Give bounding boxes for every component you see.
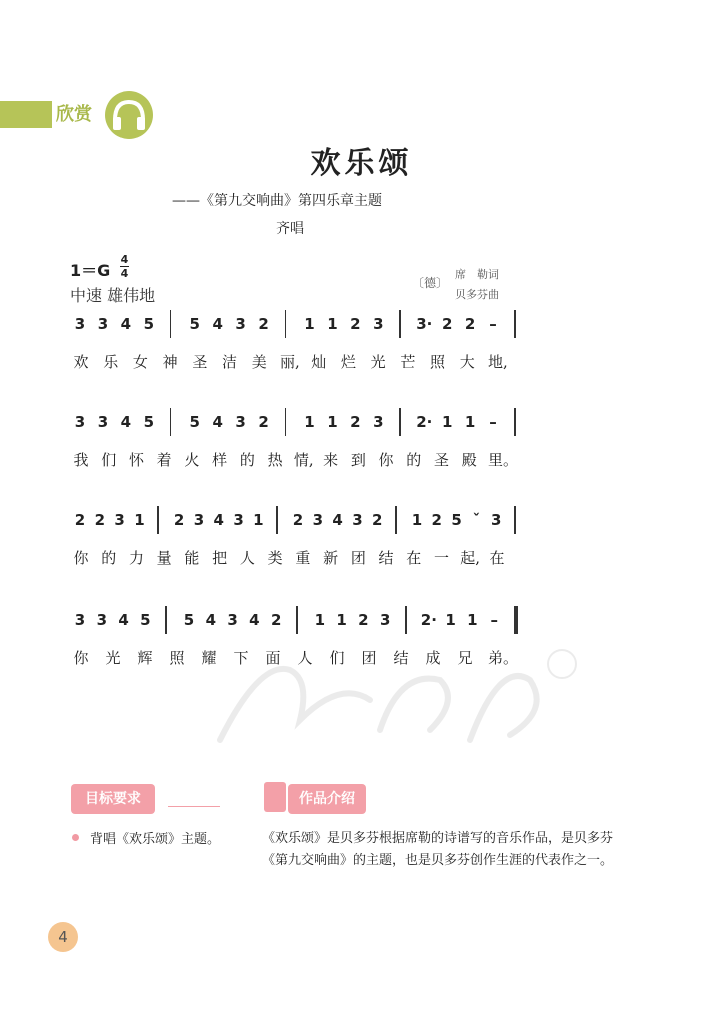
- note: 3: [373, 413, 384, 431]
- goals-badge: 目标要求: [71, 784, 155, 814]
- note: 2: [94, 511, 106, 529]
- lyric-syllable: 圣: [192, 353, 208, 371]
- lyric-syllable: 面: [265, 649, 281, 667]
- lyric-syllable: 光: [105, 649, 121, 667]
- note: 2: [270, 611, 282, 629]
- note: 5: [189, 413, 200, 431]
- note: ˇ: [472, 511, 481, 529]
- lyric-syllable: 热: [267, 451, 283, 469]
- lyric-syllable: 情,: [293, 451, 314, 469]
- note: 5: [143, 315, 155, 333]
- note: 1: [411, 511, 423, 529]
- note: 2·: [420, 611, 437, 629]
- note: 3: [97, 315, 109, 333]
- lyric-syllable: 洁: [222, 353, 238, 371]
- lyric-syllable: 来: [323, 451, 339, 469]
- document-icon: [264, 782, 286, 812]
- note: 3: [235, 413, 246, 431]
- note: 3: [74, 413, 86, 431]
- note: 3: [235, 315, 246, 333]
- lyric-syllable: 新: [323, 549, 339, 567]
- barline: [276, 506, 278, 534]
- lyric-syllable: 兄: [457, 649, 473, 667]
- final-barline: [514, 606, 518, 634]
- note: 2·: [416, 413, 433, 431]
- note: 3: [312, 511, 324, 529]
- note: 3: [193, 511, 205, 529]
- note: –: [489, 413, 497, 431]
- note: 5: [189, 315, 200, 333]
- lyric-syllable: 你: [73, 549, 89, 567]
- lyric-syllable: 到: [350, 451, 366, 469]
- note: 1: [327, 315, 338, 333]
- barline: [285, 310, 287, 338]
- note: 2: [350, 315, 361, 333]
- barline: [170, 310, 172, 338]
- time-signature: [120, 254, 129, 279]
- lyric-syllable: 女: [132, 353, 148, 371]
- song-title: 欢乐颂: [310, 146, 413, 181]
- lyric-syllable: 能: [184, 549, 200, 567]
- section-tab-label: 欣赏: [56, 104, 92, 125]
- barline: [514, 408, 516, 436]
- lyricist-credit: 席 勒词: [455, 268, 499, 281]
- note: 1: [445, 611, 456, 629]
- note: 4: [249, 611, 260, 629]
- lyric-syllable: 力: [128, 549, 144, 567]
- note: 2: [258, 413, 269, 431]
- note: 1: [336, 611, 347, 629]
- note: 3: [96, 611, 108, 629]
- note: 1: [253, 511, 264, 529]
- note: 4: [120, 413, 132, 431]
- lyric-syllable: 欢: [73, 353, 89, 371]
- lyric-syllable: 耀: [201, 649, 217, 667]
- lyric-syllable: 重: [295, 549, 311, 567]
- lyric-syllable: 结: [393, 649, 409, 667]
- note: 2: [173, 511, 185, 529]
- lyric-syllable: 你: [378, 451, 394, 469]
- lyric-syllable: 把: [212, 549, 228, 567]
- lyric-syllable: 团: [350, 549, 366, 567]
- note: 1: [441, 413, 453, 431]
- note: 3: [352, 511, 363, 529]
- goals-divider: [168, 806, 220, 807]
- barline: [285, 408, 287, 436]
- lyric-syllable: 光: [370, 353, 386, 371]
- section-tab-bar: [0, 101, 52, 128]
- lyric-syllable: 殿: [461, 451, 477, 469]
- lyric-syllable: 团: [361, 649, 377, 667]
- lyric-syllable: 着: [156, 451, 172, 469]
- note: 4: [332, 511, 343, 529]
- lyric-syllable: 量: [156, 549, 172, 567]
- note: 4: [212, 315, 223, 333]
- note: –: [489, 315, 497, 333]
- lyric-syllable: 的: [101, 549, 117, 567]
- barline: [157, 506, 159, 534]
- note: 5: [183, 611, 195, 629]
- lyric-syllable: 美: [251, 353, 267, 371]
- note: 5: [451, 511, 462, 529]
- headphone-icon: [104, 90, 154, 140]
- lyric-syllable: 里。: [488, 451, 519, 469]
- lyric-syllable: 火: [184, 451, 200, 469]
- lyric-syllable: 类: [267, 549, 283, 567]
- note: 3: [490, 511, 502, 529]
- lyric-syllable: 你: [73, 649, 89, 667]
- lyric-syllable: 一: [434, 549, 450, 567]
- watermark-logo: [200, 640, 580, 760]
- lyric-syllable: 地,: [488, 353, 508, 371]
- note: 2: [441, 315, 453, 333]
- note: 3: [97, 413, 109, 431]
- barline: [399, 310, 401, 338]
- lyric-syllable: 辉: [137, 649, 153, 667]
- lyric-syllable: 丽,: [280, 353, 300, 371]
- barline: [296, 606, 298, 634]
- note: 2: [464, 315, 476, 333]
- intro-text: 《欢乐颂》是贝多芬根据席勒的诗谱写的音乐作品，是贝多芬《第九交响曲》的主题，也是贝多芬创作生涯的代表作之一。: [262, 831, 614, 868]
- note: 2: [258, 315, 269, 333]
- lyric-syllable: 怀: [128, 451, 144, 469]
- tempo-marking: 中速 雄伟地: [70, 286, 156, 305]
- lyric-syllable: 乐: [103, 353, 119, 371]
- note: 4: [205, 611, 217, 629]
- barline: [405, 606, 407, 634]
- composer-credit: 贝多芬曲: [455, 288, 499, 301]
- note: 3·: [416, 315, 433, 333]
- lyric-syllable: 圣: [434, 451, 450, 469]
- lyric-syllable: 在: [489, 549, 505, 567]
- lyric-syllable: 大: [459, 353, 475, 371]
- barline: [514, 310, 516, 338]
- note: 3: [373, 315, 384, 333]
- barline: [514, 506, 516, 534]
- note: 1: [327, 413, 338, 431]
- note: 1: [314, 611, 326, 629]
- goal-item: 背唱《欢乐颂》主题。: [90, 832, 221, 847]
- note: 2: [292, 511, 304, 529]
- note: 5: [140, 611, 151, 629]
- time-sig-bottom: 4: [120, 267, 129, 280]
- song-subtitle: ——《第九交响曲》第四乐章主题: [172, 193, 382, 209]
- lyric-syllable: 们: [329, 649, 345, 667]
- note: 3: [227, 611, 238, 629]
- bullet-icon: [72, 834, 79, 841]
- note: 2: [74, 511, 86, 529]
- lyric-syllable: 神: [162, 353, 178, 371]
- lyric-syllable: 人: [239, 549, 255, 567]
- note: 3: [74, 315, 86, 333]
- performance-type: 齐唱: [276, 221, 304, 237]
- note: 3: [74, 611, 86, 629]
- note: 2: [358, 611, 369, 629]
- note: 4: [118, 611, 129, 629]
- lyric-syllable: 下: [233, 649, 249, 667]
- note: 5: [143, 413, 155, 431]
- time-sig-top: 4: [120, 253, 129, 266]
- note: 1: [304, 413, 315, 431]
- lyric-syllable: 人: [297, 649, 313, 667]
- note: 2: [350, 413, 361, 431]
- note: 1: [304, 315, 315, 333]
- lyric-syllable: 照: [430, 353, 446, 371]
- note: –: [490, 611, 498, 629]
- lyric-syllable: 灿: [311, 353, 327, 371]
- lyric-syllable: 照: [169, 649, 185, 667]
- lyric-syllable: 的: [239, 451, 255, 469]
- lyric-syllable: 们: [101, 451, 117, 469]
- barline: [170, 408, 172, 436]
- lyric-syllable: 的: [406, 451, 422, 469]
- lyric-syllable: 成: [425, 649, 441, 667]
- lyric-syllable: 样: [212, 451, 228, 469]
- lyric-syllable: 在: [406, 549, 422, 567]
- note: 4: [213, 511, 224, 529]
- barline: [395, 506, 397, 534]
- note: 3: [114, 511, 125, 529]
- note: 1: [464, 413, 476, 431]
- note: 1: [134, 511, 145, 529]
- note: 3: [233, 511, 244, 529]
- page-number: 4: [48, 922, 78, 952]
- country-label: 〔德〕: [412, 276, 449, 290]
- note: 4: [120, 315, 132, 333]
- lyric-syllable: 弟。: [488, 649, 519, 667]
- note: 4: [212, 413, 223, 431]
- lyric-syllable: 起,: [460, 549, 481, 567]
- lyric-syllable: 芒: [400, 353, 416, 371]
- intro-badge: 作品介绍: [288, 784, 366, 814]
- key-signature: 1＝G: [70, 261, 111, 280]
- lyric-syllable: 烂: [340, 353, 356, 371]
- lyric-syllable: 我: [73, 451, 89, 469]
- lyric-syllable: 结: [378, 549, 394, 567]
- note: 3: [379, 611, 391, 629]
- note: 2: [431, 511, 442, 529]
- note: 2: [372, 511, 383, 529]
- barline: [399, 408, 401, 436]
- barline: [165, 606, 167, 634]
- note: 1: [467, 611, 478, 629]
